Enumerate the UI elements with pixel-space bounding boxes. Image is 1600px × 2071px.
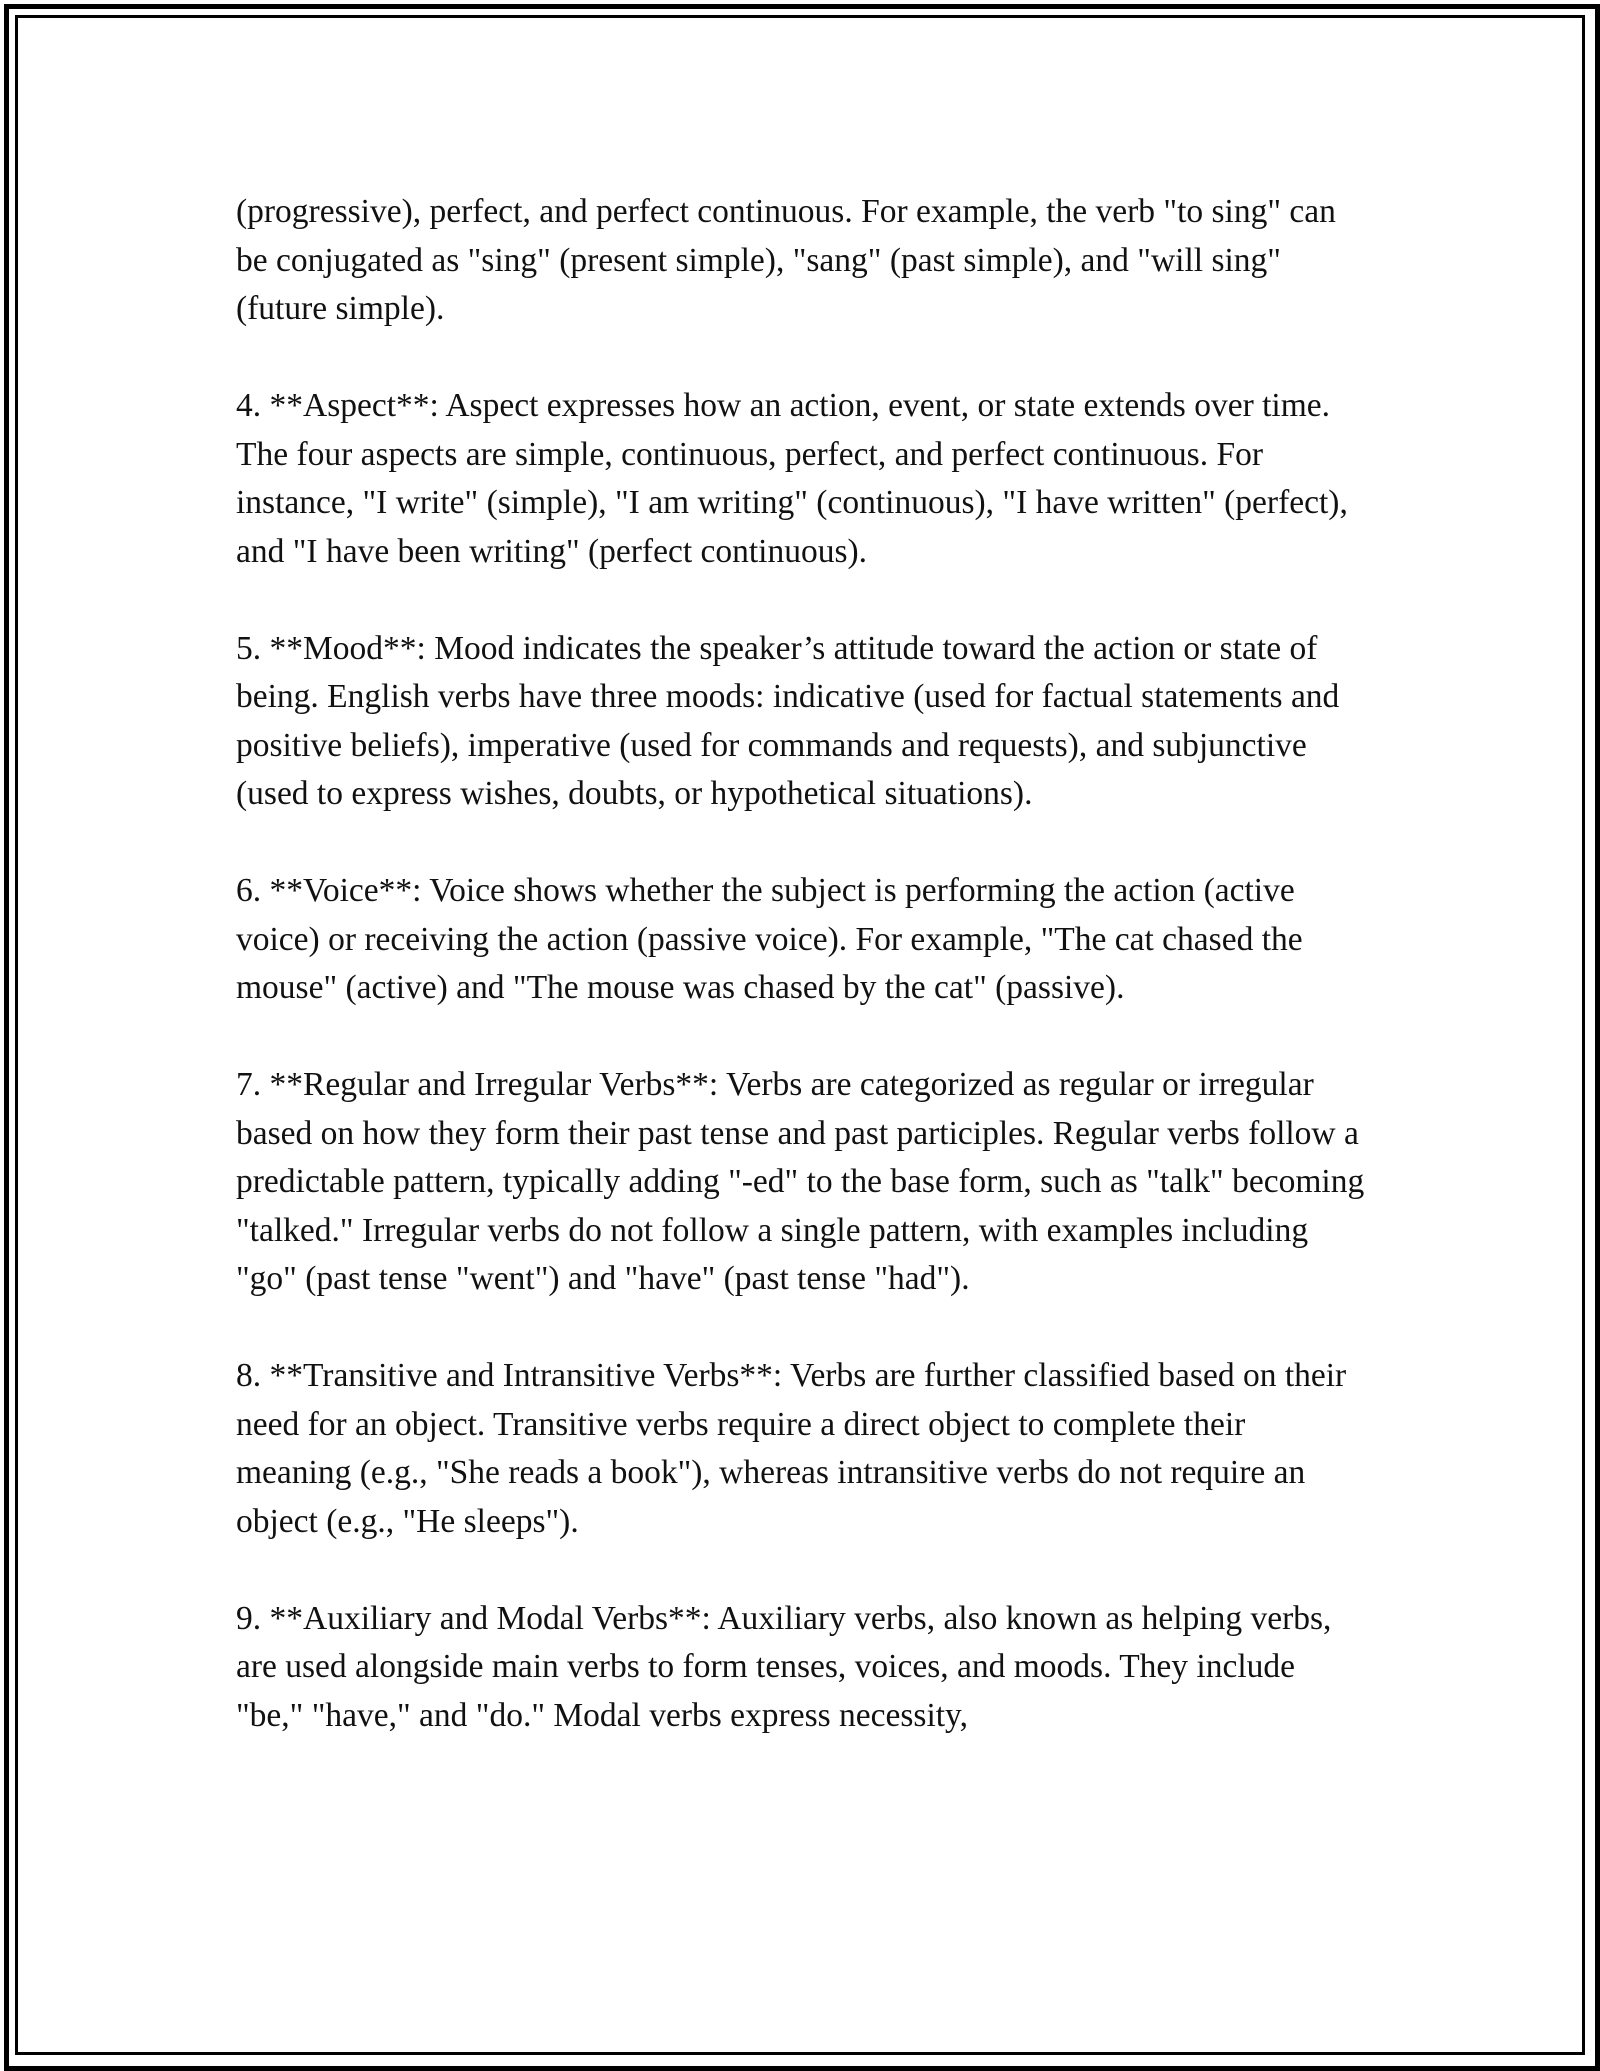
paragraph-aspect: 4. **Aspect**: Aspect expresses how an action, event, or state extends over time. The four aspects are simple, continuous, perfect, and perfect continuous. For instance, "I write" (simple), "I am writing" (continuous), "I have written" (perfect), and "I have been writing" (perfect continuous). (236, 387, 1348, 570)
paragraph-mood: 5. **Mood**: Mood indicates the speaker’s attitude toward the action or state of being. English verbs have three moods: indicative (used for factual statements and positive beliefs), imperative (used for commands and requests), and subjunctive (used to express wishes, doubts, or hypothetical situations). (236, 629, 1340, 812)
paragraph-tense-continuation: (progressive), perfect, and perfect continuous. For example, the verb "to sing" can be conjugated as "sing" (present simple), "sang" (past simple), and "will sing" (future simple). (236, 193, 1336, 327)
paragraph-transitive-intransitive: 8. **Transitive and Intransitive Verbs**: Verbs are further classified based on their need for an object. Transitive verbs require a direct object to complete their meaning (e.g., "She reads a book"), whereas intransitive verbs do not require an object (e.g., "He sleeps"). (236, 1357, 1347, 1540)
paragraph-voice: 6. **Voice**: Voice shows whether the subject is performing the action (active voice) or receiving the action (passive voice). For example, "The cat chased the mouse" (active) and "The mouse was chased by the cat" (passive). (236, 872, 1303, 1006)
document-body (236, 188, 1366, 1789)
paragraph-auxiliary-modal: 9. **Auxiliary and Modal Verbs**: Auxiliary verbs, also known as helping verbs, are used alongside main verbs to form tenses, voices, and moods. They include "be," "have," and "do." Modal verbs express necessity, (236, 1599, 1332, 1734)
paragraph-regular-irregular: 7. **Regular and Irregular Verbs**: Verbs are categorized as regular or irregular based on how they form their past tense and past participles. Regular verbs follow a predictable pattern, typically adding "-ed" to the base form, such as "talk" becoming "talked." Irregular verbs do not follow a single pattern, with examples including "go" (past tense "went") and "have" (past tense "had"). (236, 1066, 1365, 1297)
